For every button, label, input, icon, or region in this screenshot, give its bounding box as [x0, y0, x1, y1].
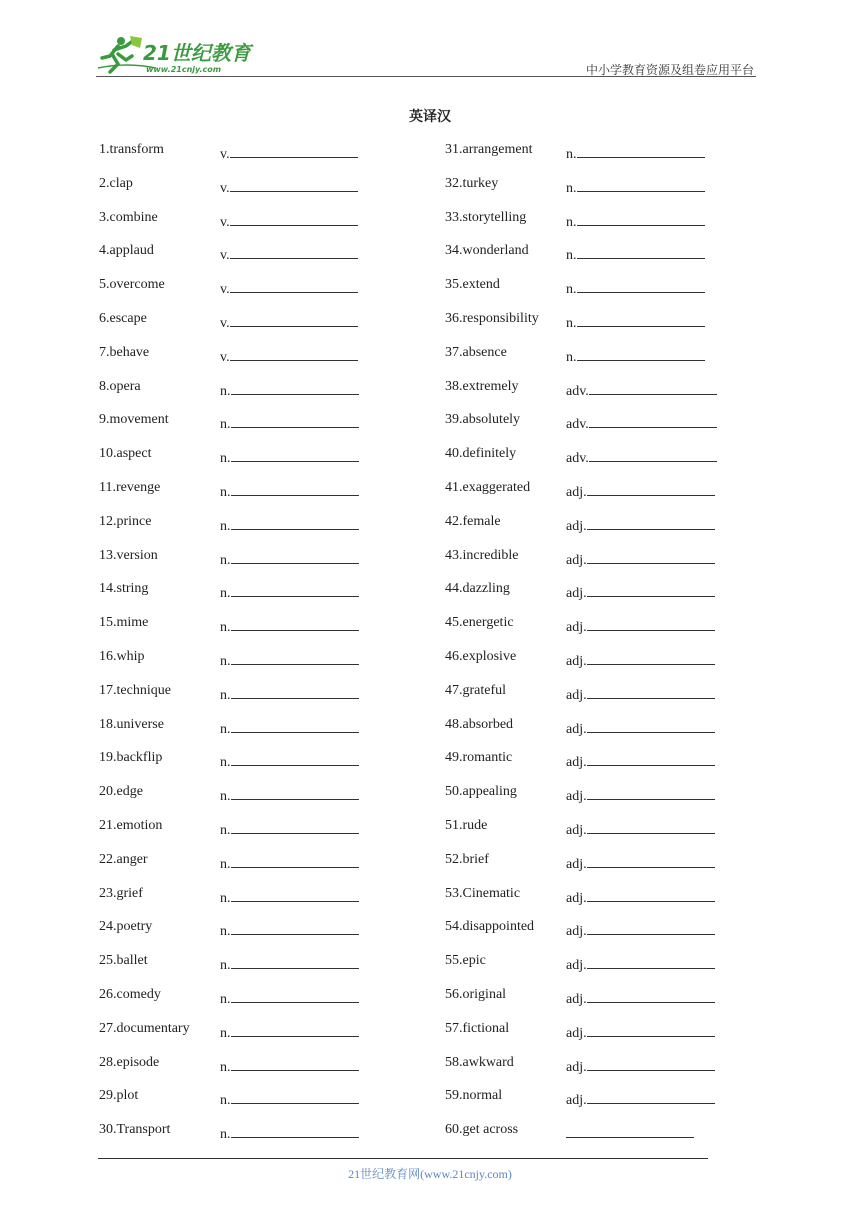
answer-cell [220, 852, 359, 873]
part-of-speech: v. [220, 147, 230, 162]
vocab-word: 1.transform [99, 142, 164, 157]
answer-blank[interactable] [231, 919, 359, 935]
part-of-speech: n. [220, 552, 231, 568]
answer-cell [220, 548, 359, 569]
answer-cell [220, 1122, 359, 1143]
answer-cell [566, 818, 715, 839]
vocab-word: 35.extend [445, 277, 500, 293]
answer-cell [566, 581, 715, 602]
answer-blank[interactable] [587, 750, 715, 766]
vocab-word: 18.universe [99, 716, 164, 732]
part-of-speech: n. [220, 417, 231, 433]
part-of-speech: adj. [566, 789, 587, 805]
answer-cell [566, 345, 705, 366]
answer-blank[interactable] [231, 953, 359, 969]
part-of-speech: n. [220, 383, 231, 399]
vocab-word: 28.episode [99, 1054, 160, 1070]
vocab-word: 27.documentary [99, 1020, 190, 1036]
answer-cell [220, 1055, 359, 1076]
part-of-speech: n. [220, 620, 231, 636]
answer-cell [566, 379, 717, 400]
vocab-word: 21.emotion [99, 817, 163, 833]
brand-logo [96, 34, 266, 76]
part-of-speech: n. [220, 755, 231, 771]
answer-blank[interactable] [577, 142, 705, 158]
answer-blank[interactable] [587, 548, 715, 564]
vocab-word: 25.ballet [99, 953, 148, 969]
part-of-speech: n. [220, 653, 231, 669]
answer-blank[interactable] [230, 176, 358, 192]
answer-blank[interactable] [577, 345, 705, 361]
part-of-speech: n. [220, 822, 231, 838]
part-of-speech: n. [220, 789, 231, 805]
answer-cell [566, 886, 715, 907]
part-of-speech: adj. [566, 755, 587, 771]
answer-cell [220, 514, 359, 535]
answer-cell [566, 683, 715, 704]
part-of-speech: adj. [566, 1093, 587, 1109]
vocab-word: 9.movement [99, 412, 169, 428]
vocab-word: 46.explosive [445, 648, 517, 664]
vocab-word: 53.Cinematic [445, 885, 521, 901]
answer-cell [566, 919, 715, 940]
answer-blank[interactable] [231, 1122, 359, 1138]
answer-blank[interactable] [587, 480, 715, 496]
vocab-word: 59.normal [445, 1088, 503, 1104]
vocab-word: 48.absorbed [445, 716, 514, 732]
vocab-word: 6.escape [99, 310, 147, 326]
answer-cell [566, 649, 715, 670]
part-of-speech: n. [220, 1127, 231, 1143]
header-divider [96, 76, 756, 77]
part-of-speech: n. [220, 484, 231, 500]
answer-blank[interactable] [231, 750, 359, 766]
answer-cell [566, 1122, 694, 1143]
answer-blank[interactable] [230, 243, 358, 259]
vocab-word: 39.absolutely [445, 412, 521, 428]
answer-cell [220, 1088, 359, 1109]
platform-tagline: 中小学教育资源及组卷应用平台 [585, 63, 754, 77]
answer-cell [566, 1055, 715, 1076]
answer-blank[interactable] [231, 886, 359, 902]
part-of-speech: adj. [566, 856, 587, 872]
answer-cell [220, 886, 359, 907]
vocab-word: 43.incredible [445, 547, 519, 563]
answer-cell [566, 717, 715, 738]
answer-blank[interactable] [230, 142, 358, 158]
part-of-speech: adj. [566, 721, 587, 737]
part-of-speech: n. [220, 451, 231, 467]
vocab-word: 14.string [99, 581, 149, 597]
answer-blank[interactable] [587, 852, 715, 868]
answer-blank[interactable] [587, 987, 715, 1003]
answer-cell [220, 717, 359, 738]
vocab-word: 13.version [99, 547, 158, 563]
answer-cell [220, 1021, 359, 1042]
part-of-speech: v. [220, 180, 230, 196]
answer-blank[interactable] [589, 446, 717, 462]
answer-cell [220, 581, 359, 602]
answer-cell [566, 784, 715, 805]
answer-cell [566, 615, 715, 636]
vocab-word: 36.responsibility [445, 310, 539, 326]
vocab-word: 23.grief [99, 885, 143, 901]
answer-blank[interactable] [577, 243, 705, 259]
part-of-speech: n. [220, 924, 231, 940]
part-of-speech: v. [220, 282, 230, 298]
vocab-word: 5.overcome [99, 277, 165, 293]
part-of-speech: n. [220, 958, 231, 974]
answer-blank[interactable] [231, 480, 359, 496]
answer-blank[interactable] [231, 1055, 359, 1071]
answer-cell [220, 412, 359, 433]
answer-cell [566, 412, 717, 433]
vocab-word: 31.arrangement [445, 142, 533, 157]
answer-blank[interactable] [587, 818, 715, 834]
part-of-speech: n. [566, 180, 577, 196]
vocab-word: 33.storytelling [445, 209, 527, 225]
answer-cell [566, 750, 715, 771]
part-of-speech: n. [566, 248, 577, 264]
part-of-speech: adj. [566, 586, 587, 602]
part-of-speech: adv. [566, 451, 589, 467]
answer-cell [566, 852, 715, 873]
footer-text: 21世纪教育网(www.21cnjy.com) [348, 1167, 512, 1181]
answer-cell [220, 480, 359, 501]
part-of-speech: n. [566, 147, 577, 162]
vocab-word: 37.absence [445, 344, 507, 360]
answer-blank[interactable] [231, 818, 359, 834]
answer-cell [566, 953, 715, 974]
answer-cell [220, 243, 358, 264]
answer-blank[interactable] [566, 1122, 694, 1138]
answer-blank[interactable] [230, 311, 358, 327]
page-header [96, 34, 756, 78]
answer-blank[interactable] [587, 886, 715, 902]
part-of-speech: n. [220, 1025, 231, 1041]
page-title: 英译汉 [409, 109, 451, 125]
answer-cell [220, 345, 358, 366]
part-of-speech: n. [220, 687, 231, 703]
part-of-speech: v. [220, 315, 230, 331]
part-of-speech: adj. [566, 484, 587, 500]
part-of-speech: adj. [566, 1025, 587, 1041]
vocab-word: 34.wonderland [445, 243, 529, 259]
vocab-word: 42.female [445, 513, 501, 529]
answer-cell [220, 919, 359, 940]
answer-cell [566, 142, 705, 163]
vocab-word: 16.whip [99, 648, 145, 664]
vocab-word: 58.awkward [445, 1054, 514, 1070]
answer-cell [566, 277, 705, 298]
vocab-word: 44.dazzling [445, 581, 510, 597]
part-of-speech: adj. [566, 822, 587, 838]
vocab-word: 2.clap [99, 175, 133, 191]
vocab-word: 7.behave [99, 344, 150, 360]
vocab-word: 56.original [445, 986, 507, 1002]
part-of-speech: n. [220, 518, 231, 534]
answer-blank[interactable] [231, 1021, 359, 1037]
answer-blank[interactable] [231, 717, 359, 733]
answer-cell [566, 480, 715, 501]
vocab-word: 32.turkey [445, 175, 499, 191]
answer-blank[interactable] [589, 379, 717, 395]
part-of-speech: adj. [566, 991, 587, 1007]
part-of-speech: n. [566, 282, 577, 298]
part-of-speech: n. [220, 890, 231, 906]
answer-blank[interactable] [231, 412, 359, 428]
answer-cell [566, 176, 705, 197]
part-of-speech: v. [220, 349, 230, 365]
part-of-speech: adv. [566, 383, 589, 399]
answer-blank[interactable] [587, 581, 715, 597]
answer-cell [566, 311, 705, 332]
vocab-word: 26.comedy [99, 986, 161, 1002]
vocab-word: 22.anger [99, 851, 148, 867]
answer-blank[interactable] [230, 345, 358, 361]
answer-cell [220, 379, 359, 400]
answer-blank[interactable] [577, 210, 705, 226]
answer-cell [220, 311, 358, 332]
part-of-speech: v. [220, 214, 230, 230]
answer-cell [566, 987, 715, 1008]
answer-blank[interactable] [231, 581, 359, 597]
footer-divider [98, 1158, 708, 1159]
answer-cell [566, 210, 705, 231]
part-of-speech: adj. [566, 653, 587, 669]
logo-text: 21世纪教育 [143, 41, 251, 65]
answer-cell [220, 750, 359, 771]
answer-blank[interactable] [231, 852, 359, 868]
vocab-word: 52.brief [445, 851, 489, 867]
part-of-speech: adj. [566, 552, 587, 568]
answer-blank[interactable] [231, 514, 359, 530]
answer-cell [566, 1088, 715, 1109]
answer-cell [566, 243, 705, 264]
answer-blank[interactable] [231, 649, 359, 665]
part-of-speech: adj. [566, 518, 587, 534]
answer-cell [220, 953, 359, 974]
part-of-speech: n. [220, 1093, 231, 1109]
answer-blank[interactable] [231, 784, 359, 800]
vocab-word: 49.romantic [445, 750, 513, 766]
vocab-word: 8.opera [99, 378, 141, 394]
part-of-speech: adj. [566, 924, 587, 940]
answer-blank[interactable] [587, 649, 715, 665]
answer-blank[interactable] [587, 1021, 715, 1037]
vocab-word: 40.definitely [445, 446, 517, 462]
answer-blank[interactable] [231, 379, 359, 395]
answer-blank[interactable] [231, 548, 359, 564]
answer-blank[interactable] [587, 953, 715, 969]
answer-blank[interactable] [587, 919, 715, 935]
answer-blank[interactable] [231, 987, 359, 1003]
vocab-word: 57.fictional [445, 1020, 510, 1036]
answer-cell [566, 514, 715, 535]
answer-blank[interactable] [231, 446, 359, 462]
answer-blank[interactable] [231, 615, 359, 631]
vocab-word: 30.Transport [99, 1122, 171, 1138]
part-of-speech: n. [566, 349, 577, 365]
answer-cell [220, 210, 358, 231]
vocab-word: 41.exaggerated [445, 479, 531, 495]
part-of-speech: adj. [566, 958, 587, 974]
logo-url: www.21cnjy.com [146, 65, 222, 74]
answer-blank[interactable] [587, 683, 715, 699]
answer-blank[interactable] [587, 1055, 715, 1071]
answer-blank[interactable] [587, 1088, 715, 1104]
answer-blank[interactable] [230, 210, 358, 226]
vocab-word: 51.rude [445, 817, 488, 833]
answer-blank[interactable] [587, 717, 715, 733]
answer-blank[interactable] [231, 1088, 359, 1104]
answer-blank[interactable] [587, 514, 715, 530]
answer-cell [220, 615, 359, 636]
vocab-word: 11.revenge [99, 479, 161, 495]
part-of-speech: n. [220, 991, 231, 1007]
answer-cell [220, 277, 358, 298]
vocab-word: 38.extremely [445, 378, 519, 394]
part-of-speech: n. [566, 214, 577, 230]
vocab-word: 24.poetry [99, 919, 153, 935]
vocab-word: 17.technique [99, 682, 171, 698]
answer-cell [566, 446, 717, 467]
answer-cell [220, 818, 359, 839]
answer-blank[interactable] [577, 311, 705, 327]
vocab-word: 3.combine [99, 209, 158, 225]
vocab-word: 4.applaud [99, 243, 154, 259]
answer-cell [220, 683, 359, 704]
part-of-speech: n. [220, 856, 231, 872]
vocab-word: 29.plot [99, 1088, 139, 1104]
vocab-word: 12.prince [99, 513, 152, 529]
answer-cell [220, 176, 358, 197]
part-of-speech: n. [220, 1059, 231, 1075]
answer-cell [566, 548, 715, 569]
answer-cell [220, 987, 359, 1008]
answer-blank[interactable] [577, 277, 705, 293]
vocab-word: 15.mime [99, 615, 149, 631]
answer-cell [220, 142, 358, 163]
answer-cell [566, 1021, 715, 1042]
runner-logo-icon [96, 34, 266, 76]
vocab-word: 54.disappointed [445, 919, 535, 935]
part-of-speech: n. [220, 586, 231, 602]
vocab-word: 10.aspect [99, 446, 152, 462]
part-of-speech: v. [220, 248, 230, 264]
answer-blank[interactable] [587, 784, 715, 800]
vocab-word: 47.grateful [445, 682, 507, 698]
part-of-speech: n. [566, 315, 577, 331]
vocab-word: 19.backflip [99, 750, 163, 766]
answer-blank[interactable] [587, 615, 715, 631]
vocab-word: 55.epic [445, 953, 486, 969]
part-of-speech: adv. [566, 417, 589, 433]
answer-blank[interactable] [577, 176, 705, 192]
vocab-word: 60.get across [445, 1122, 519, 1138]
answer-blank[interactable] [589, 412, 717, 428]
part-of-speech: n. [220, 721, 231, 737]
answer-cell [220, 649, 359, 670]
part-of-speech: adj. [566, 620, 587, 636]
part-of-speech: adj. [566, 1059, 587, 1075]
vocab-word: 45.energetic [445, 615, 514, 631]
vocab-word: 50.appealing [445, 784, 517, 800]
part-of-speech: adj. [566, 890, 587, 906]
answer-blank[interactable] [230, 277, 358, 293]
answer-blank[interactable] [231, 683, 359, 699]
answer-cell [220, 446, 359, 467]
vocab-word: 20.edge [99, 784, 143, 800]
part-of-speech: adj. [566, 687, 587, 703]
answer-cell [220, 784, 359, 805]
